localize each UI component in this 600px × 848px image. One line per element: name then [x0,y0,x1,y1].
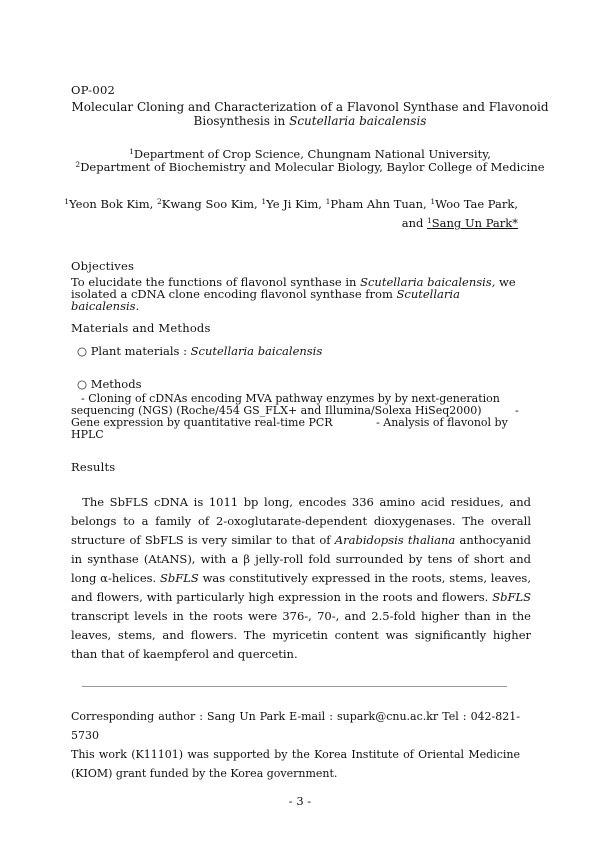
methods-item: ○ Methods [77,377,142,391]
paper-title [50,100,570,128]
footer-divider [82,686,507,687]
methods-list [71,393,519,441]
author: $^2$Kwang Soo Kim, [156,197,258,211]
page-number: - 3 - [288,794,312,808]
title-line-2: Biosynthesis in Scutellaria baicalensis [193,114,427,128]
abstract-code: OP-002 [71,83,116,97]
authors [60,195,518,233]
method-3: - Analysis of flavonol by HPLC [71,416,508,441]
author: $^1$Woo Tae Park, [430,197,518,211]
objectives-heading: Objectives [71,259,135,273]
plant-materials-item: ○ Plant materials : Scutellaria baicalensis [77,344,323,358]
author-line-1 [60,195,518,214]
affiliation-2: $^2$Department of Biochemistry and Molecular Biology, Baylor College of Medicine [75,159,545,174]
author: $^1$Yeon Bok Kim, [64,197,154,211]
results-text: The SbFLS cDNA is 1011 bp long, encodes 336 amino acid residues, and belongs to a family of 2-oxoglutarate-dependent dioxygenases. The overall structure of SbFLS is very similar to that of Arabidopsis thaliana anthocyanid in synthase (AtANS), with a β jelly-roll fold surrounded by tens of short and long α-helices. SbFLS was constitutively expressed in the roots, stems, leaves, and flowers, with particularly high expression in the roots and flowers. SbFLS transcript levels in the roots were 376-, 70-, and 2.5-fold higher than in the leaves, stems, and flowers. The myricetin content was significantly higher than that of kaempferol and quercetin. [71,495,532,661]
corresponding-author-name: $^1$Sang Un Park* [427,216,518,230]
affiliation-1: $^1$Department of Crop Science, Chungnam National University, [129,147,491,161]
funding-statement: This work (K11101) was supported by the Korea Institute of Oriental Medicine (KIOM) grant funded by the Korea government. [71,748,520,780]
materials-heading: Materials and Methods [71,321,211,335]
objectives-text: To elucidate the functions of flavonol synthase in Scutellaria baicalensis, we isolated a cDNA clone encoding flavonol synthase from Scutellaria baicalensis. [71,275,516,313]
author: $^1$Ye Ji Kim, [261,197,322,211]
author: $^1$Pham Ahn Tuan, [325,197,427,211]
title-line-1: Molecular Cloning and Characterization of a Flavonol Synthase and Flavonoid [71,100,549,114]
results-heading: Results [71,460,116,474]
method-2: - Gene expression by quantitative real-time PCR [71,404,519,429]
affiliations [50,148,570,173]
footnotes [71,707,520,783]
title-species: Scutellaria baicalensis [289,114,427,128]
author-line-2: and $^1$Sang Un Park* [401,216,518,230]
corresponding-author-line: Corresponding author : Sang Un Park E-mail : supark@cnu.ac.kr Tel : 042-821-5730 [71,710,520,742]
method-1: - Cloning of cDNAs encoding MVA pathway enzymes by by next-generation sequencing (NGS) (Roche/454 GS_FLX+ and Illumina/Solexa HiSeq2000) [71,392,500,417]
